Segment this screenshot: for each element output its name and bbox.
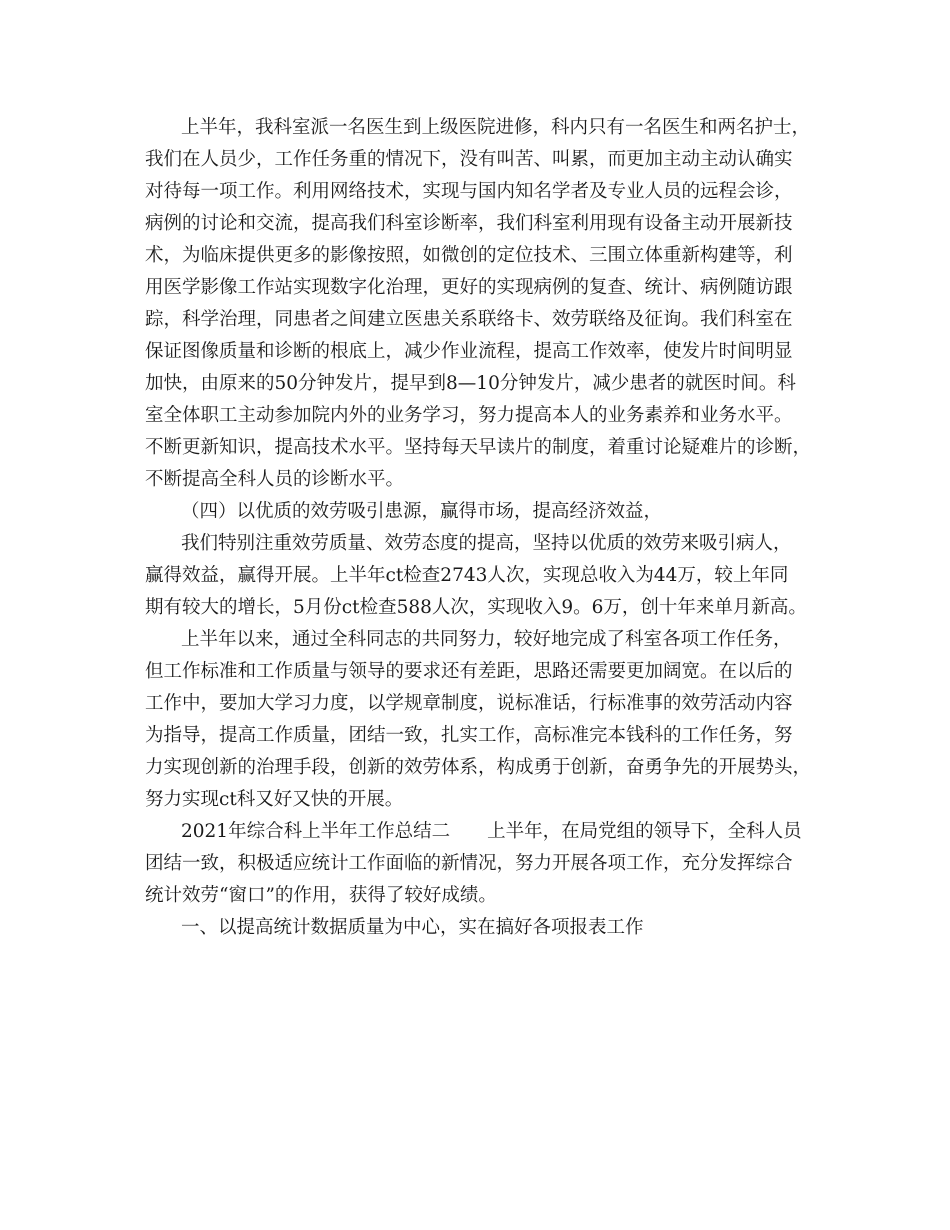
text-line: 统计效劳“窗口”的作用，获得了较好成绩。 [145, 885, 497, 906]
text-line: 团结一致，积极适应统计工作面临的新情况，努力开展各项工作，充分发挥综合 [145, 853, 793, 874]
text-line: 保证图像质量和诊断的根底上，减少作业流程，提高工作效率，使发片时间明显 [145, 341, 793, 362]
text-line: 不断更新知识，提高技术水平。坚持每天早读片的制度，着重讨论疑难片的诊断， [145, 437, 812, 458]
text-line: 加快，由原来的50分钟发片，提早到8—10分钟发片，减少患者的就医时间。科 [145, 373, 796, 394]
section-heading-4 [145, 496, 845, 528]
text-line: 努力实现ct科又好又快的开展。 [145, 789, 404, 810]
text-line: 工作中，要加大学习力度，以学规章制度，说标准话，行标准事的效劳活动内容 [145, 693, 793, 714]
text-line: 室全体职工主动参加院内外的业务学习，努力提高本人的业务素养和业务水平。 [145, 405, 793, 426]
text-line: 期有较大的增长，5月份ct检查588人次，实现收入9。6万，创十年来单月新高。 [145, 597, 807, 618]
paragraph-4 [145, 816, 845, 912]
document-body [145, 112, 845, 944]
paragraph-1 [145, 112, 845, 496]
text-line: 术，为临床提供更多的影像按照，如微创的定位技术、三围立体重新构建等，利 [145, 245, 793, 266]
text-line: 但工作标准和工作质量与领导的要求还有差距，思路还需要更加阔宽。在以后的 [145, 661, 793, 682]
text-line: 病例的讨论和交流，提高我们科室诊断率，我们科室利用现有设备主动开展新技 [145, 213, 793, 234]
text-line: 我们在人员少，工作任务重的情况下，没有叫苦、叫累，而更加主动主动认确实 [145, 149, 793, 170]
section-heading-1 [145, 912, 845, 944]
text-line: 用医学影像工作站实现数字化治理，更好的实现病例的复查、统计、病例随访跟 [145, 277, 793, 298]
text-line: 赢得效益，赢得开展。上半年ct检查2743人次，实现总收入为44万，较上年同 [145, 565, 789, 586]
text-line: 我们特别注重效劳质量、效劳态度的提高，坚持以优质的效劳来吸引病人， [181, 533, 792, 554]
text-line: （四）以优质的效劳吸引患源，赢得市场，提高经济效益， [181, 501, 663, 522]
text-line: 对待每一项工作。利用网络技术，实现与国内知名学者及专业人员的远程会诊， [145, 181, 793, 202]
text-line: 为指导，提高工作质量，团结一致，扎实工作，高标准完本钱科的工作任务，努 [145, 725, 793, 746]
text-line: 力实现创新的治理手段，创新的效劳体系，构成勇于创新，奋勇争先的开展势头， [145, 757, 812, 778]
text-line: 2021年综合科上半年工作总结二 上半年，在局党组的领导下，全科人员 [181, 821, 802, 842]
text-line: 踪，科学治理，同患者之间建立医患关系联络卡、效劳联络及征询。我们科室在 [145, 309, 793, 330]
paragraph-2 [145, 528, 845, 624]
text-line: 上半年以来，通过全科同志的共同努力，较好地完成了科室各项工作任务， [181, 629, 792, 650]
text-line: 上半年，我科室派一名医生到上级医院进修，科内只有一名医生和两名护士， [181, 117, 811, 138]
text-line: 一、以提高统计数据质量为中心，实在搞好各项报表工作 [181, 917, 644, 938]
text-line: 不断提高全科人员的诊断水平。 [145, 469, 405, 490]
paragraph-3 [145, 624, 845, 816]
